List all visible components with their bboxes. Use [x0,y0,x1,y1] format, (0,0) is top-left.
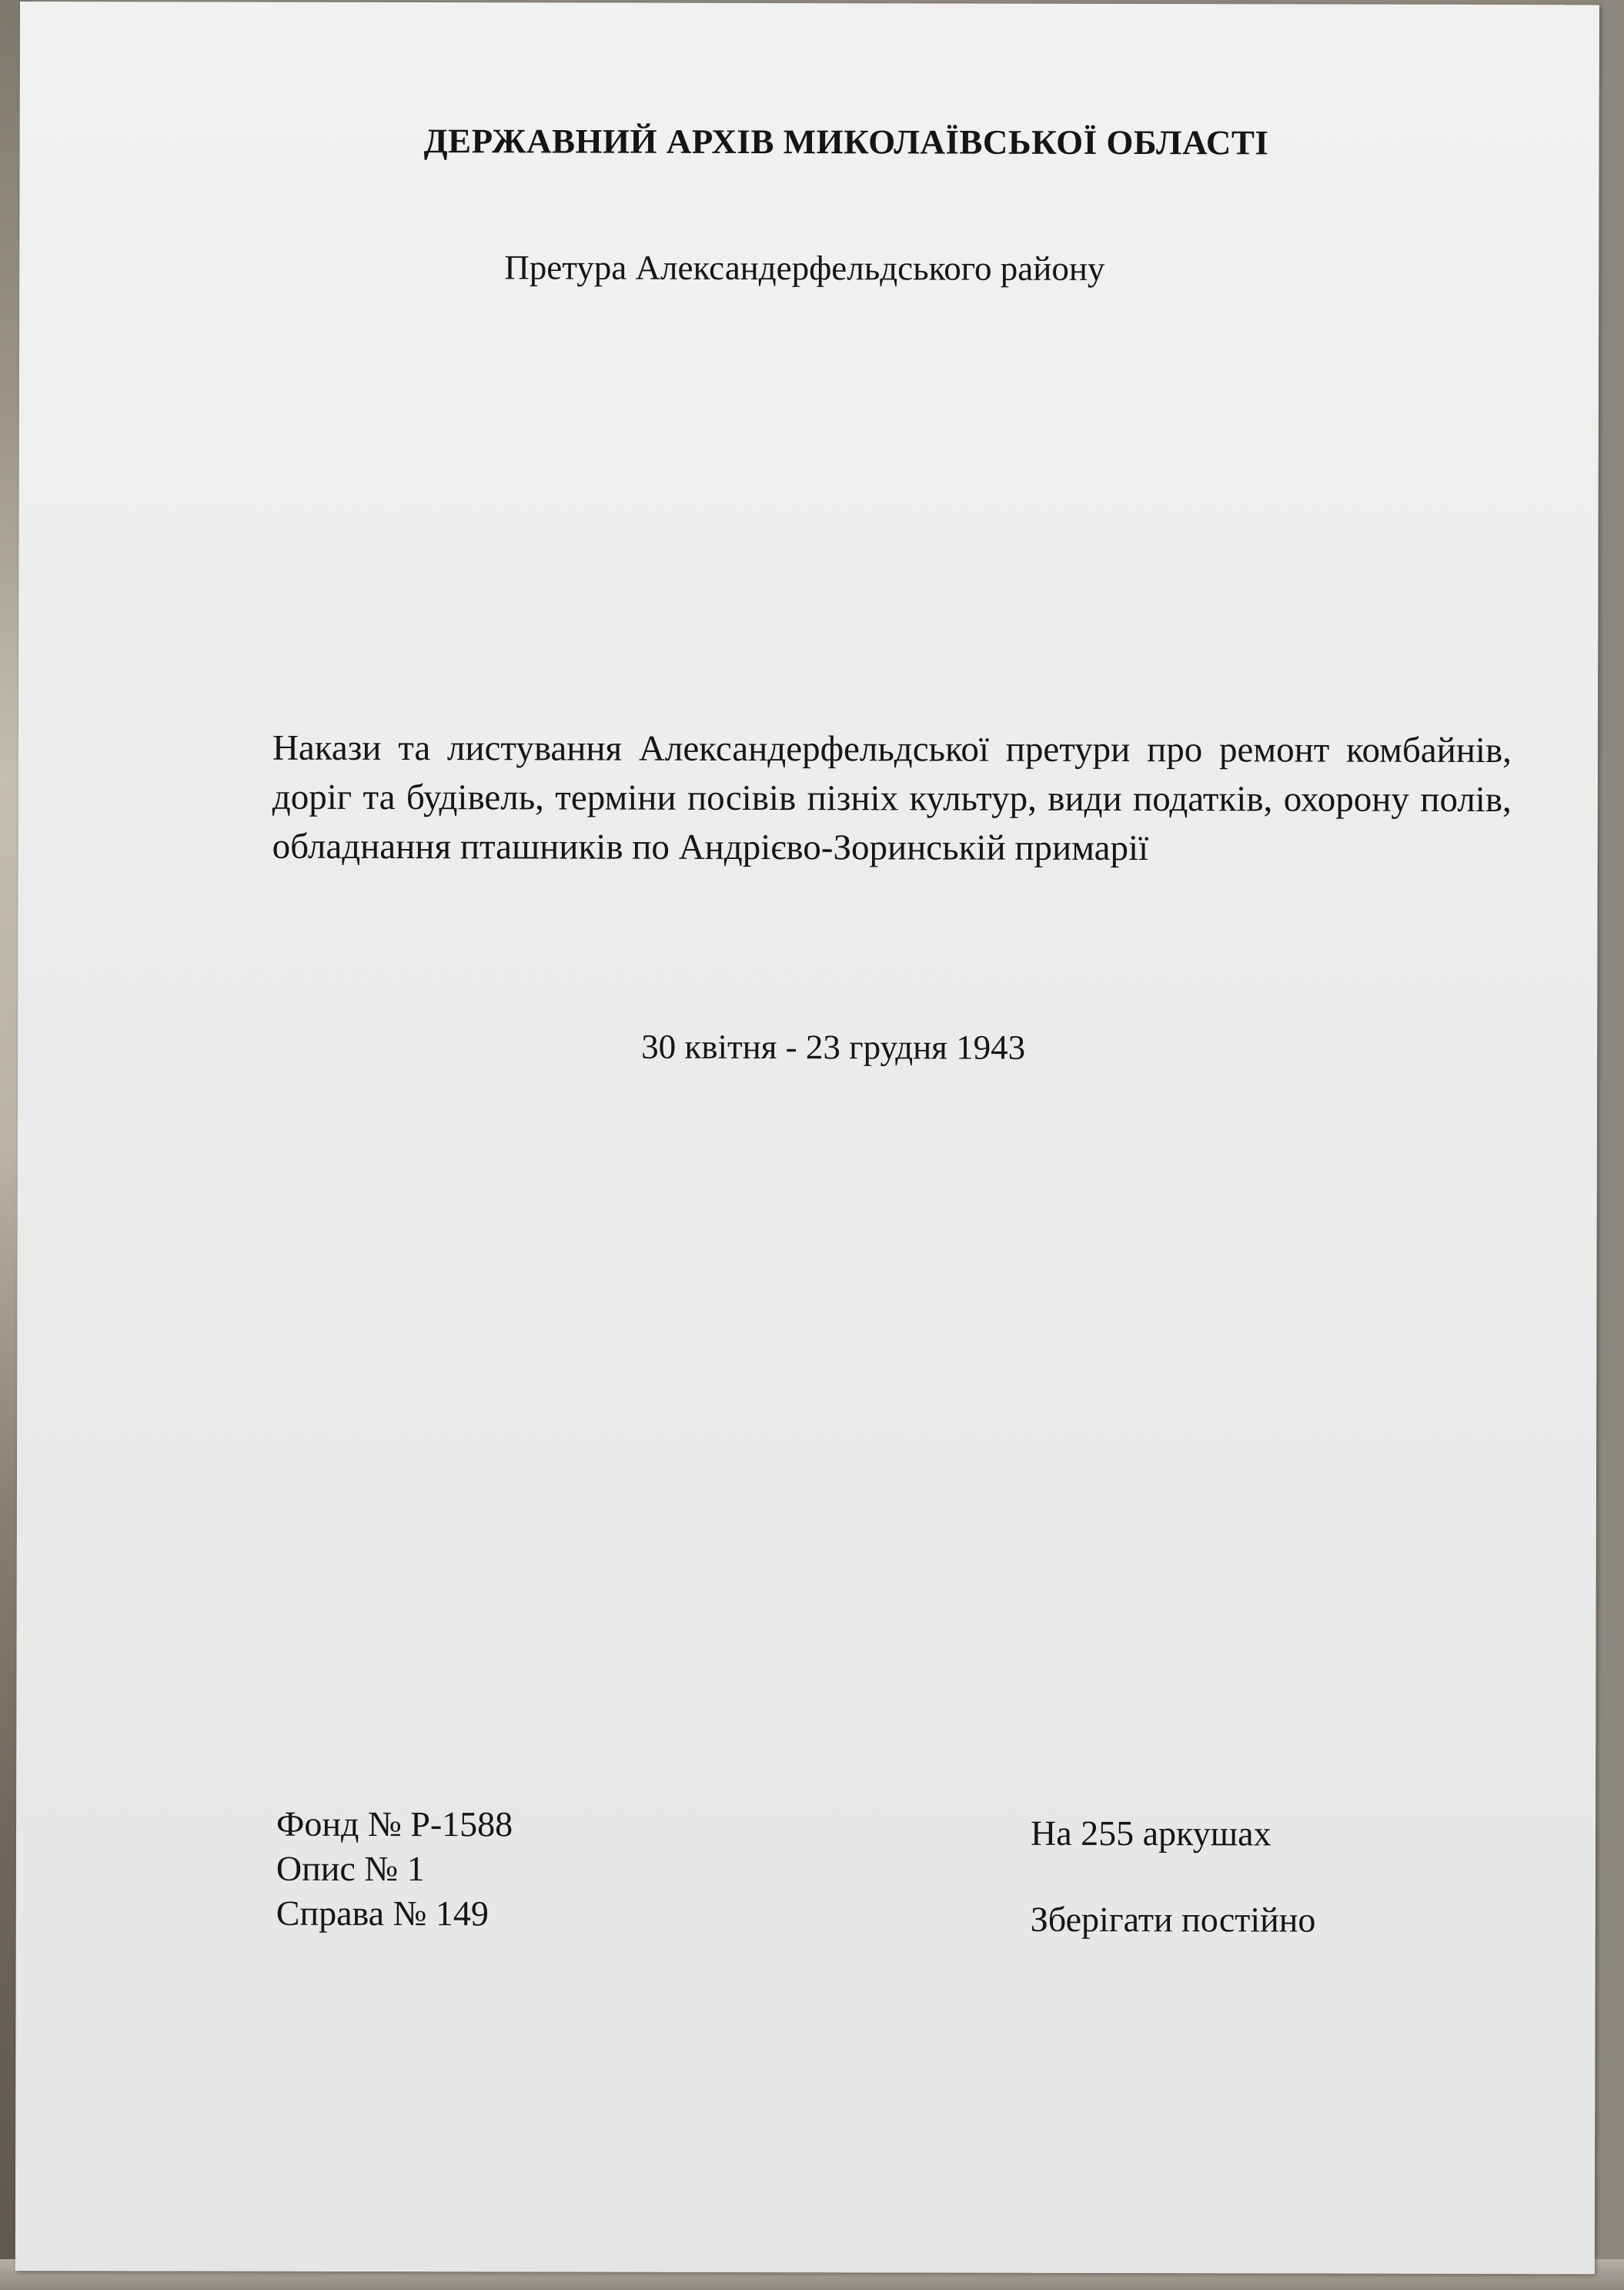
sprava-number: Справа № 149 [276,1893,489,1934]
opys-number: Опис № 1 [276,1848,425,1889]
fond-number: Фонд № Р-1588 [276,1804,513,1844]
sheets-count: На 255 аркушах [1030,1813,1271,1854]
document-sheet [15,2,1599,2274]
file-description: Накази та листування Александерфельдської претури про ремонт комбайнів, доріг та будівель, терміни посівів пізніх культур, види податків, охорону полів, обладнання пташників по Андрієво-Зоринській примарії [272,727,1512,869]
archival-reference [276,1802,513,1937]
archive-title: ДЕРЖАВНИЙ АРХІВ МИКОЛАЇВСЬКОЇ ОБЛАСТІ [423,122,1269,162]
fund-creator-title: Претура Александерфельдського району [504,248,1105,288]
file-dates: 30 квітня - 23 грудня 1943 [641,1027,1026,1067]
retention-note: Зберігати постійно [1030,1899,1316,1940]
